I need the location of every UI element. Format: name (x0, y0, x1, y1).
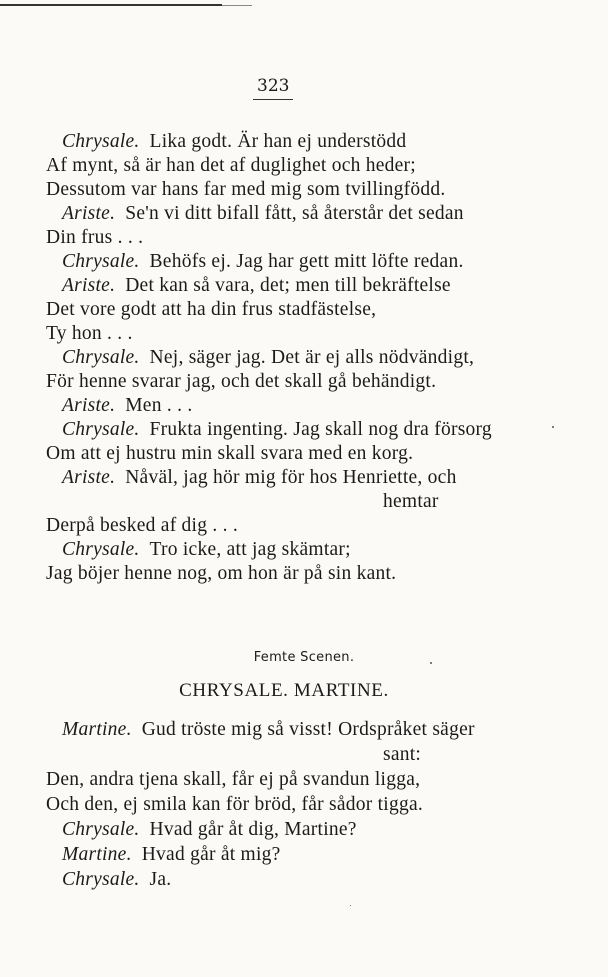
speaker-name: Ariste. (62, 395, 116, 416)
verse-text: Det kan så vara, det; men till bekräftelse (125, 275, 451, 296)
verse-line (46, 514, 238, 538)
verse-text: Det vore godt att ha din frus stadfästelse, (46, 299, 377, 320)
verse-text: Men . . . (125, 395, 193, 416)
ink-speck (552, 426, 554, 428)
ink-speck (430, 662, 432, 664)
speaker-name: Chrysale. (62, 131, 140, 152)
scene-characters: CHRYSALE. MARTINE. (179, 680, 389, 701)
verse-text: Jag böjer henne nog, om hon är på sin kant. (46, 563, 397, 584)
speaker-name: Chrysale. (62, 419, 140, 440)
verse-text: Hvad går åt mig? (141, 844, 281, 865)
verse-line (383, 743, 421, 767)
verse-line (62, 818, 357, 842)
verse-text: Ty hon . . . (46, 323, 133, 344)
verse-line (46, 226, 143, 250)
verse-line (62, 274, 451, 298)
speaker-name: Chrysale. (62, 251, 140, 272)
verse-line (46, 322, 133, 346)
verse-line (46, 154, 416, 178)
verse-line (62, 418, 492, 442)
speaker-name: Ariste. (62, 275, 116, 296)
verse-text: Behöfs ej. Jag har gett mitt löfte redan. (149, 251, 464, 272)
verse-line (46, 768, 420, 792)
verse-text: Och den, ej smila kan för bröd, får sådor tigga. (46, 794, 423, 815)
verse-text: Nej, säger jag. Det är ej alls nödvändigt, (149, 347, 475, 368)
speaker-name: Chrysale. (62, 539, 140, 560)
verse-line (62, 868, 171, 892)
verse-text: Den, andra tjena skall, får ej på svandun ligga, (46, 769, 421, 790)
verse-line (62, 250, 464, 274)
verse-line (46, 562, 396, 586)
verse-text: Se'n vi ditt bifall fått, så återstår det sedan (125, 203, 464, 224)
verse-line (62, 718, 475, 742)
verse-text: För henne svarar jag, och det skall gå behändigt. (46, 371, 437, 392)
verse-text: sant: (383, 744, 422, 765)
speaker-name: Chrysale. (62, 869, 140, 890)
speaker-name: Ariste. (62, 467, 116, 488)
top-rule (0, 4, 222, 6)
page-number: 323 (257, 76, 290, 96)
ink-speck (350, 905, 351, 906)
verse-line (62, 466, 457, 490)
verse-line (62, 394, 192, 418)
verse-line (383, 490, 439, 514)
verse-text: Frukta ingenting. Jag skall nog dra försorg (149, 419, 492, 440)
verse-line (46, 370, 436, 394)
speaker-name: Martine. (62, 844, 132, 865)
verse-line (62, 843, 281, 867)
speaker-name: Chrysale. (62, 819, 140, 840)
verse-text: Ja. (149, 869, 172, 890)
verse-line (62, 538, 351, 562)
verse-text: Derpå besked af dig . . . (46, 515, 238, 536)
verse-text: Af mynt, så är han det af duglighet och heder; (46, 155, 416, 176)
verse-text: Lika godt. Är han ej understödd (149, 131, 407, 152)
verse-line (62, 130, 406, 154)
verse-text: Nåväl, jag hör mig för hos Henriette, och (125, 467, 457, 488)
verse-text: hemtar (383, 491, 439, 512)
verse-text: Tro icke, att jag skämtar; (149, 539, 351, 560)
verse-line (46, 442, 413, 466)
scene-heading: Femte Scenen. (253, 650, 355, 665)
verse-text: Din frus . . . (46, 227, 144, 248)
verse-line (62, 346, 474, 370)
verse-line (62, 202, 464, 226)
speaker-name: Ariste. (62, 203, 116, 224)
verse-line (46, 298, 376, 322)
verse-text: Om att ej hustru min skall svara med en korg. (46, 443, 414, 464)
verse-text: Dessutom var hans far med mig som tvillingfödd. (46, 179, 446, 200)
verse-line (46, 178, 446, 202)
speaker-name: Martine. (62, 719, 132, 740)
verse-text: Gud tröste mig så visst! Ordspråket säger (141, 719, 475, 740)
speaker-name: Chrysale. (62, 347, 140, 368)
verse-line (46, 793, 423, 817)
verse-text: Hvad går åt dig, Martine? (149, 819, 357, 840)
top-rule-fade (222, 5, 252, 6)
